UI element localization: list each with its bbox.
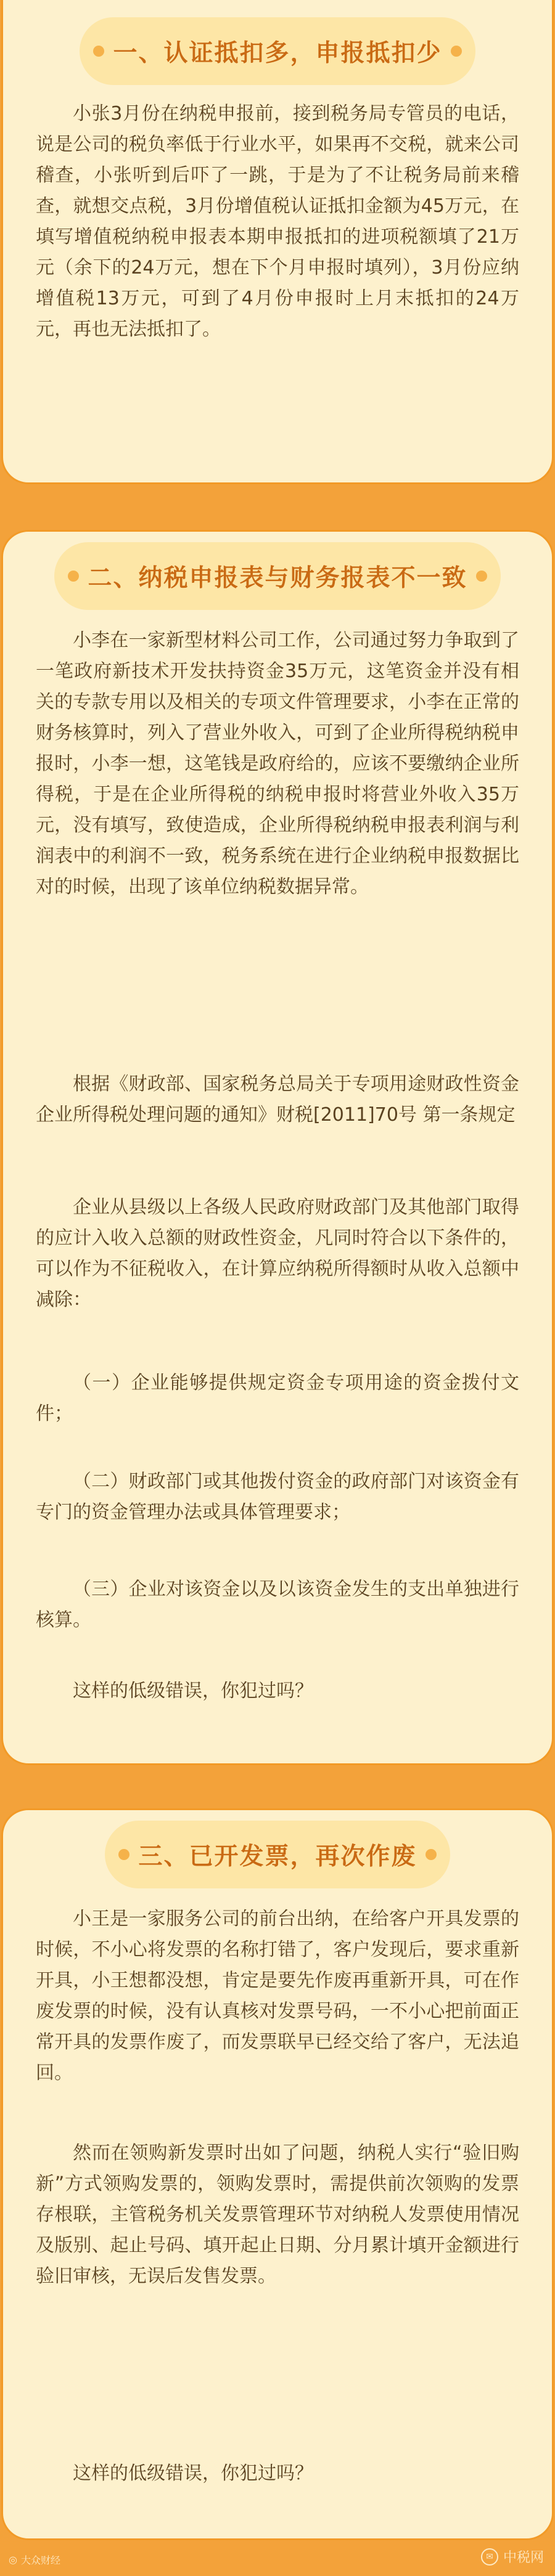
broadcast-icon: ◎ <box>9 2554 17 2566</box>
watermark-left-text: 大众财经 <box>20 2554 60 2566</box>
section-1-paragraph: 小张3月份在纳税申报前，接到税务局专管员的电话，说是公司的税负率低于行业水平，如果再不交税，就来公司稽查，小张听到后吓了一跳，于是为了不让税务局前来稽查，就想交点税，3月份增值税认证抵扣金额为45万元，在填写增值税纳税申报表本期申报抵扣的进项税额填了21万元（余下的24万元，想在下个月申报时填列），3月份应纳增值税13万元，可到了4月份申报时上月末抵扣的24万元，再也无法抵扣了。 <box>36 103 519 340</box>
section-3-closing: 这样的低级错误，你犯过吗？ <box>73 2463 313 2484</box>
section-2-condition-2: （二）财政部门或其他拨付资金的政府部门对该资金有专门的资金管理办法或具体管理要求； <box>36 1471 519 1523</box>
section-2-title-wrap <box>0 542 555 610</box>
wechat-icon: ✉ <box>481 2548 498 2566</box>
section-3-title-wrap <box>0 1821 555 1888</box>
section-2-paragraph-2: 根据《财政部、国家税务总局关于专项用途财政性资金企业所得税处理问题的通知》财税[2011]70号 第一条规定 <box>36 1073 519 1126</box>
section-3-title-pill <box>105 1821 450 1888</box>
section-1-title-pill <box>80 17 475 85</box>
section-3-paragraph-2: 然而在领购新发票时出如了问题，纳税人实行“验旧购新”方式领购发票的，领购发票时，需提供前次领购的发票存根联，主管税务机关发票管理环节对纳税人发票使用情况及版别、起止号码、填开起止日期、分月累计填开金额进行验旧审核，无误后发售发票。 <box>36 2142 519 2287</box>
section-2-condition-3: （三）企业对该资金以及以该资金发生的支出单独进行核算。 <box>36 1579 519 1631</box>
section-2-closing: 这样的低级错误，你犯过吗？ <box>73 1680 313 1702</box>
section-2-paragraph-3: 企业从县级以上各级人民政府财政部门及其他部门取得的应计入收入总额的财政性资金，凡同时符合以下条件的，可以作为不征税收入，在计算应纳税所得额时从收入总额中减除： <box>36 1197 519 1310</box>
watermark-right-text: 中税网 <box>503 2550 544 2566</box>
section-2-title-pill <box>54 542 500 610</box>
watermark-right <box>481 2547 544 2566</box>
section-2-condition-1: （一）企业能够提供规定资金专项用途的资金拨付文件； <box>36 1372 519 1424</box>
section-3-paragraph-1: 小王是一家服务公司的前台出纳，在给客户开具发票的时候，不小心将发票的名称打错了，客户发现后，要求重新开具，小王想都没想，肯定是要先作废再重新开具，可在作废发票的时候，没有认真核对发票号码，一不小心把前面正常开具的发票作废了，而发票联早已经交给了客户，无法追回。 <box>36 1908 519 2084</box>
section-2-title: 二、纳税申报表与财务报表不一致 <box>88 564 467 592</box>
section-3-title: 三、已开发票，再次作废 <box>138 1843 417 1871</box>
watermark-left <box>9 2553 60 2567</box>
section-1-title-wrap <box>0 17 555 85</box>
bottom-bar <box>0 2540 555 2576</box>
section-2-paragraph-1: 小李在一家新型材料公司工作，公司通过努力争取到了一笔政府新技术开发扶持资金35万元，这笔资金并没有相关的专款专用以及相关的专项文件管理要求，小李在正常的财务核算时，列入了营业外收入，可到了企业所得税纳税申报时，小李一想，这笔钱是政府给的，应该不要缴纳企业所得税，于是在企业所得税的纳税申报时将营业外收入35万元，没有填写，致使造成，企业所得税纳税申报表利润与利润表中的利润不一致，税务系统在进行企业纳税申报数据比对的时候，出现了该单位纳税数据异常。 <box>36 630 519 898</box>
section-1-title: 一、认证抵扣多，申报抵扣少 <box>113 39 442 67</box>
